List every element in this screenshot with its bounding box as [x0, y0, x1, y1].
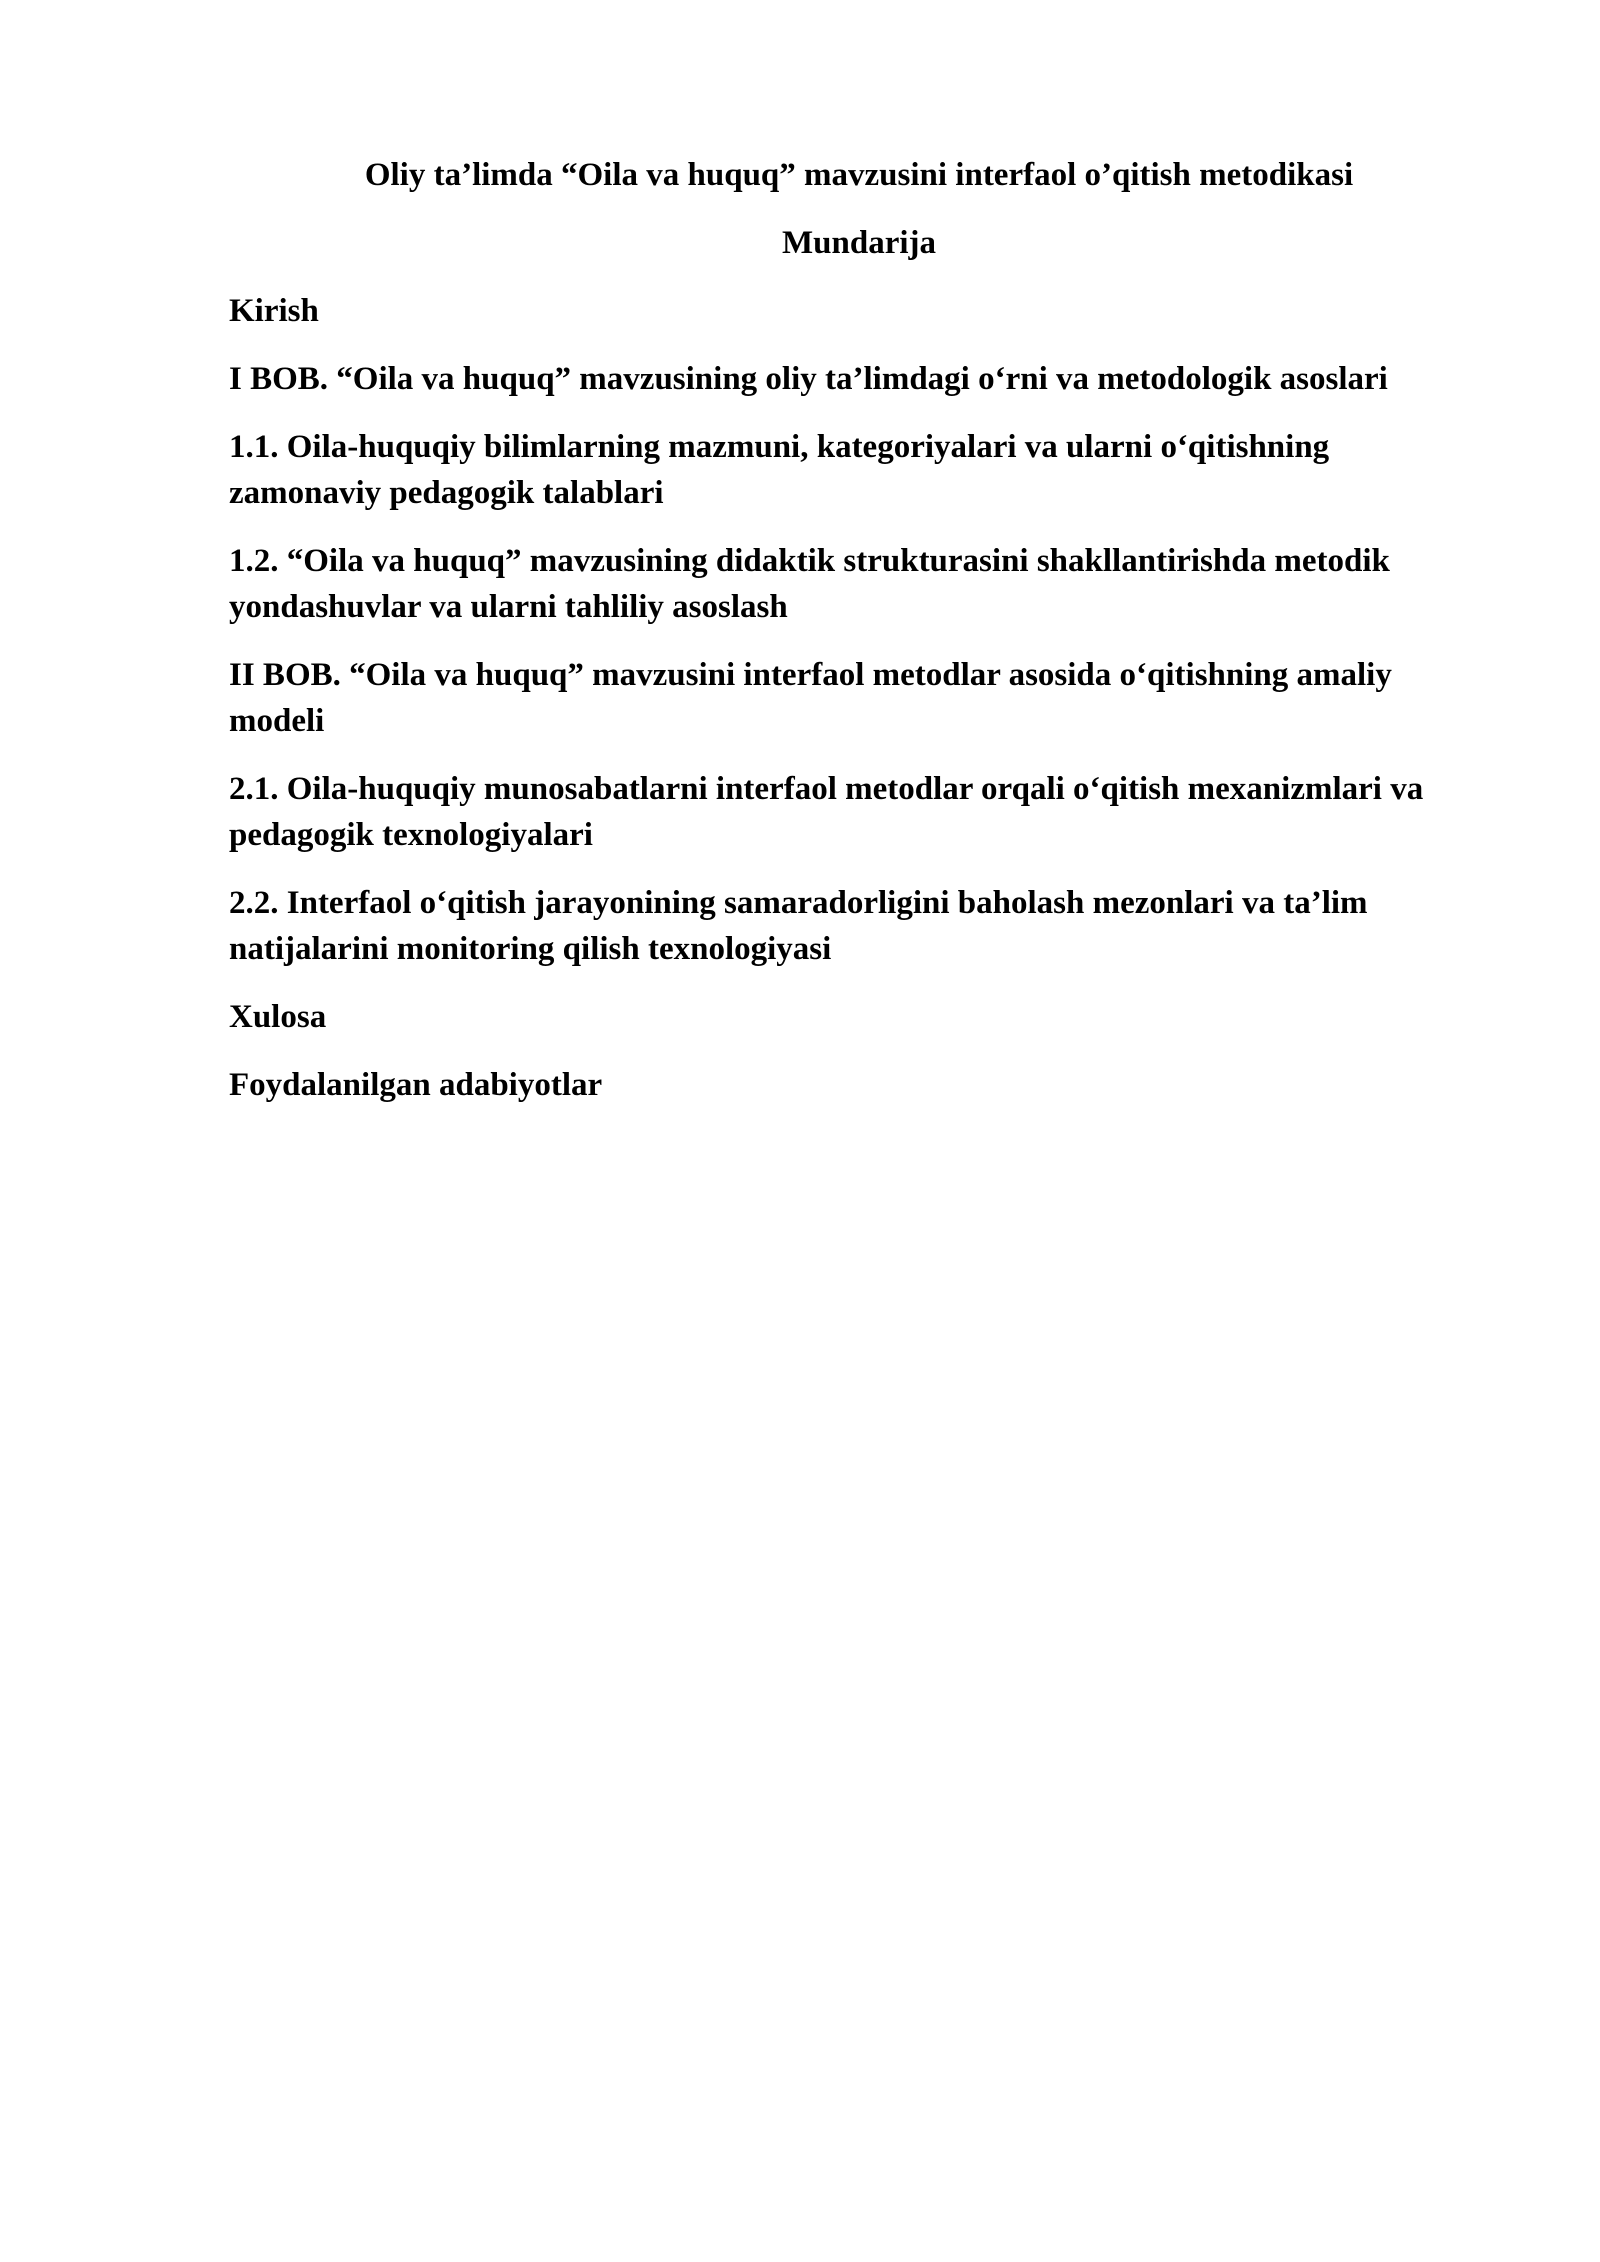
page-content [229, 152, 1489, 1130]
toc-item-conclusion: Xulosa [229, 999, 327, 1035]
table-of-contents [229, 288, 1489, 1108]
toc-item-section-1-1: 1.1. Oila-huquqiy bilimlarning mazmuni, kategoriyalari va ularni o‘qitishning zamonaviy pedagogik talablari [229, 429, 1330, 511]
toc-heading: Mundarija [781, 225, 936, 261]
toc-item-chapter-1: I BOB. “Oila va huquq” mavzusining oliy ta’limdagi o‘rni va metodologik asoslari [229, 361, 1388, 397]
toc-item-section-2-2: 2.2. Interfaol o‘qitish jarayonining samaradorligini baholash mezonlari va ta’lim natijalarini monitoring qilish texnologiyasi [229, 885, 1368, 967]
toc-item-references: Foydalanilgan adabiyotlar [229, 1067, 603, 1103]
toc-item-chapter-2: II BOB. “Oila va huquq” mavzusini interfaol metodlar asosida o‘qitishning amaliy modeli [229, 657, 1392, 739]
toc-item-introduction: Kirish [229, 293, 319, 329]
document-title: Oliy ta’limda “Oila va huquq” mavzusini interfaol o’qitish metodikasi [364, 157, 1354, 193]
toc-item-section-1-2: 1.2. “Oila va huquq” mavzusining didaktik strukturasini shakllantirishda metodik yondashuvlar va ularni tahliliy asoslash [229, 543, 1390, 625]
toc-item-section-2-1: 2.1. Oila-huquqiy munosabatlarni interfaol metodlar orqali o‘qitish mexanizmlari va pedagogik texnologiyalari [229, 771, 1424, 853]
